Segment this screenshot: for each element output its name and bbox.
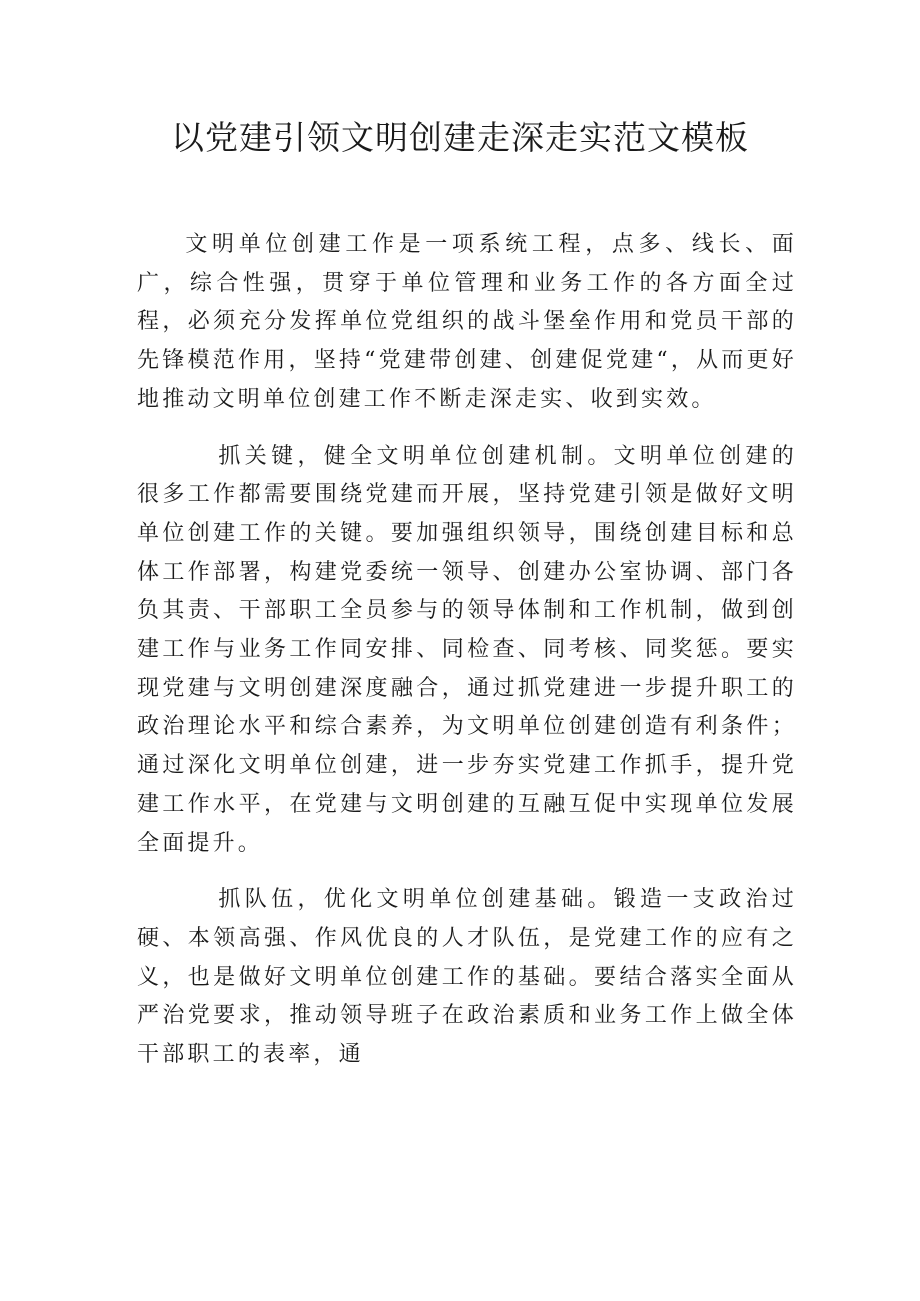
- document-body: [137, 226, 797, 1093]
- paragraph-intro: 文明单位创建工作是一项系统工程，点多、线长、面广，综合性强，贯穿于单位管理和业务工作的各方面全过程，必须充分发挥单位党组织的战斗堡垒作用和党员干部的先锋模范作用，坚持“党建带创建、创建促党建“，从而更好地推动文明单位创建工作不断走深走实、收到实效。: [137, 232, 797, 412]
- document-title: 以党建引领文明创建走深走实范文模板: [171, 118, 749, 157]
- paragraph-team-foundation: 抓队伍，优化文明单位创建基础。锻造一支政治过硬、本领高强、作风优良的人才队伍，是党建工作的应有之义，也是做好文明单位创建工作的基础。要结合落实全面从严治党要求，推动领导班子在政治素质和业务工作上做全体干部职工的表率，通: [137, 887, 797, 1068]
- paragraph-key-mechanism: 抓关键，健全文明单位创建机制。文明单位创建的很多工作都需要围绕党建而开展，坚持党建引领是做好文明单位创建工作的关键。要加强组织领导，围绕创建目标和总体工作部署，构建党委统一领导、创建办公室协调、部门各负其责、干部职工全员参与的领导体制和工作机制，做到创建工作与业务工作同安排、同检查、同考核、同奖惩。要实现党建与文明创建深度融合，通过抓党建进一步提升职工的政治理论水平和综合素养，为文明单位创建创造有利条件；通过深化文明单位创建，进一步夯实党建工作抓手，提升党建工作水平，在党建与文明创建的互融互促中实现单位发展全面提升。: [137, 443, 797, 856]
